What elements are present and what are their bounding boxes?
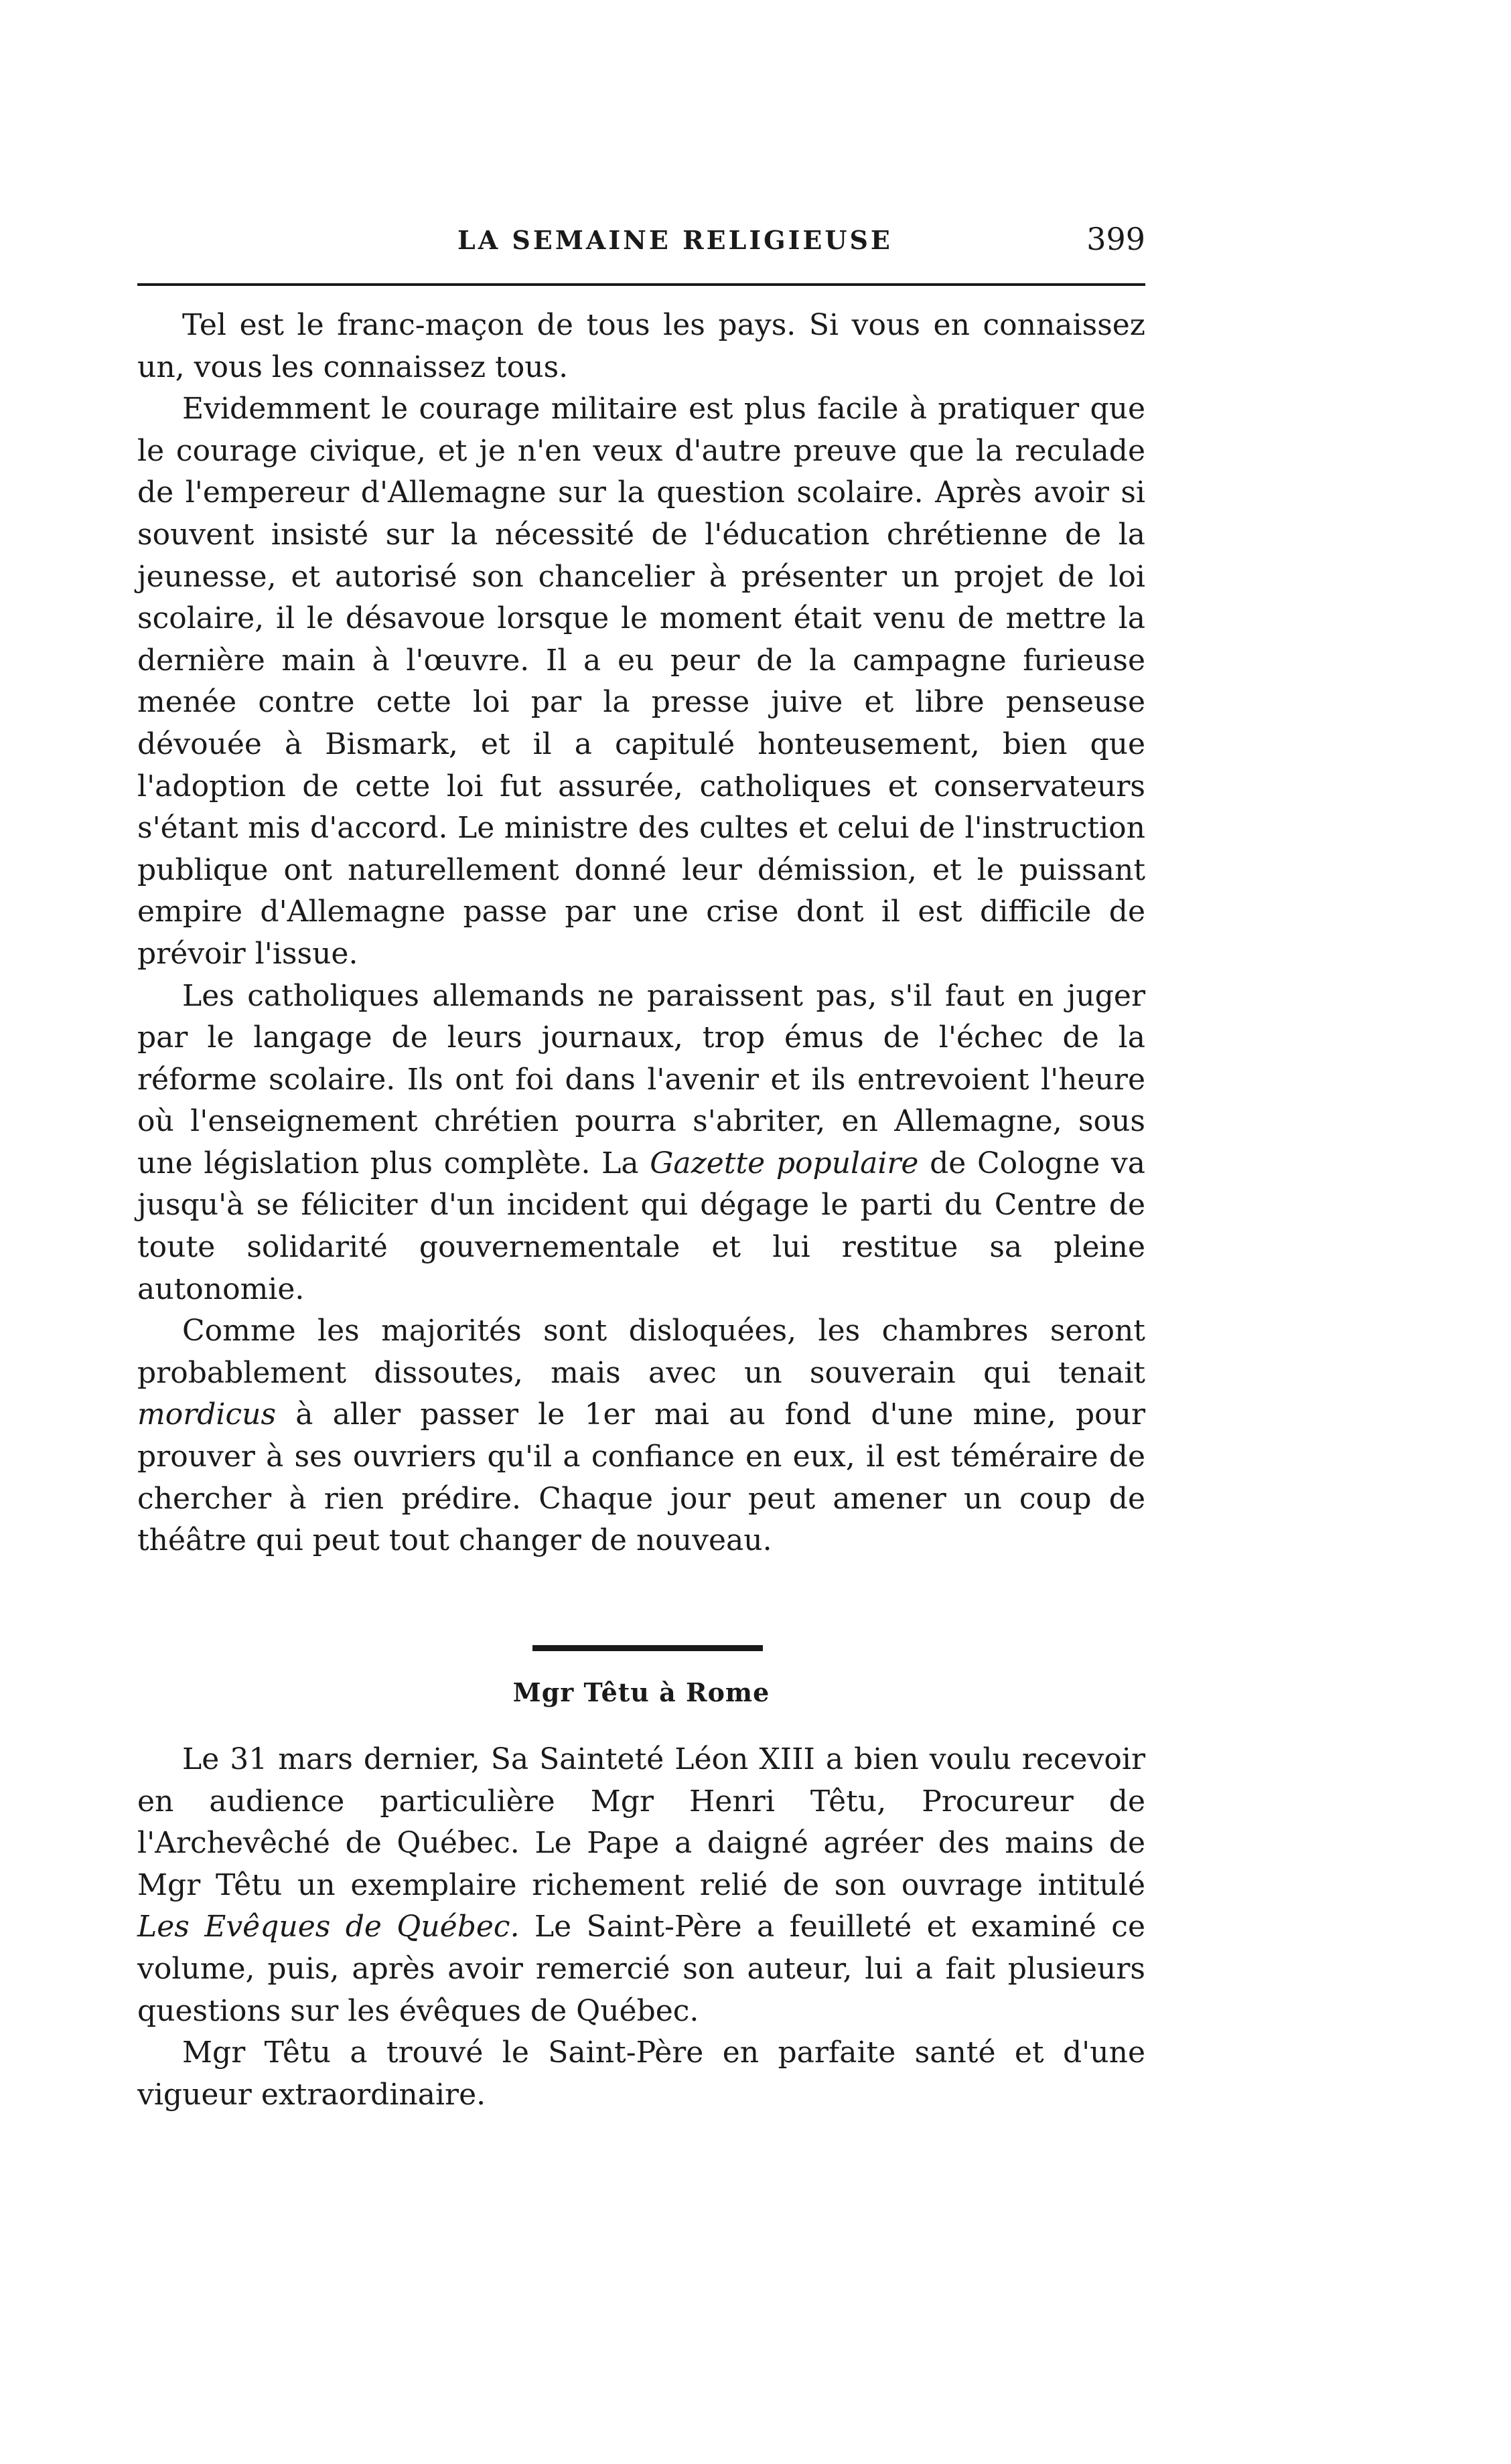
italic-title: Gazette populaire: [650, 1146, 919, 1180]
journal-title: LA SEMAINE RELIGIEUSE: [457, 225, 893, 255]
paragraph: Comme les majorités sont disloquées, les chambres seront probablement dissoutes, mais avec un souverain qui tenait mordicus à aller passer le 1er mai au fond d'une mine, pour prouver à ses ouvriers qu'il a confiance en eux, il est téméraire de chercher à rien prédire. Chaque jour peut amener un coup de théâtre qui peut tout changer de nouveau.: [137, 1314, 1145, 1558]
page-number: 399: [1086, 221, 1145, 257]
section-title: Mgr Têtu à Rome: [512, 1677, 770, 1707]
paragraph: Mgr Têtu a trouvé le Saint-Père en parfaite santé et d'une vigueur extraordinaire.: [137, 2035, 1145, 2112]
section-divider: [532, 1645, 763, 1651]
paragraph: Le 31 mars dernier, Sa Sainteté Léon XIII a bien voulu recevoir en audience particulière Mgr Henri Têtu, Procureur de l'Archevêché de Québec. Le Pape a daigné agréer des mains de Mgr Têtu un exemplaire richement relié de son ouvrage intitulé Les Evêques de Québec. Le Saint-Père a feuilleté et examiné ce volume, puis, après avoir remercié son auteur, lui a fait plusieurs questions sur les évêques de Québec.: [137, 1742, 1145, 2028]
italic-book-title: Les Evêques de Québec.: [137, 1910, 520, 1944]
italic-word: mordicus: [137, 1397, 277, 1432]
running-header: [137, 221, 1145, 275]
header-rule: [137, 283, 1145, 286]
paragraph: Evidemment le courage militaire est plus facile à pratiquer que le courage civique, et je n'en veux d'autre preuve que la reculade de l'empereur d'Allemagne sur la question scolaire. Après avoir si souvent insisté sur la nécessité de l'éducation chrétienne de la jeunesse, et autorisé son chancelier à présenter un projet de loi scolaire, il le désavoue lorsque le moment était venu de mettre la dernière main à l'œuvre. Il a eu peur de la campagne furieuse menée contre cette loi par la presse juive et libre penseuse dévouée à Bismark, et il a capitulé honteusement, bien que l'adoption de cette loi fut assurée, catholiques et conservateurs s'étant mis d'accord. Le ministre des cultes et celui de l'instruction publique ont naturellement donné leur démission, et le puissant empire d'Allemagne passe par une crise dont il est difficile de prévoir l'issue.: [137, 392, 1145, 971]
article-body-2: [137, 1739, 1145, 2116]
article-body: [137, 305, 1145, 1562]
paragraph: Les catholiques allemands ne paraissent pas, s'il faut en juger par le langage de leurs journaux, trop émus de l'échec de la réforme scolaire. Ils ont foi dans l'avenir et ils entrevoient l'heure où l'enseignement chrétien pourra s'abriter, en Allemagne, sous une législation plus complète. La Gazette populaire de Cologne va jusqu'à se féliciter d'un incident qui dégage le parti du Centre de toute solidarité gouvernementale et lui restitue sa pleine autonomie.: [137, 978, 1145, 1306]
paragraph: Tel est le franc-maçon de tous les pays. Si vous en connaissez un, vous les connaissez tous.: [137, 308, 1145, 384]
